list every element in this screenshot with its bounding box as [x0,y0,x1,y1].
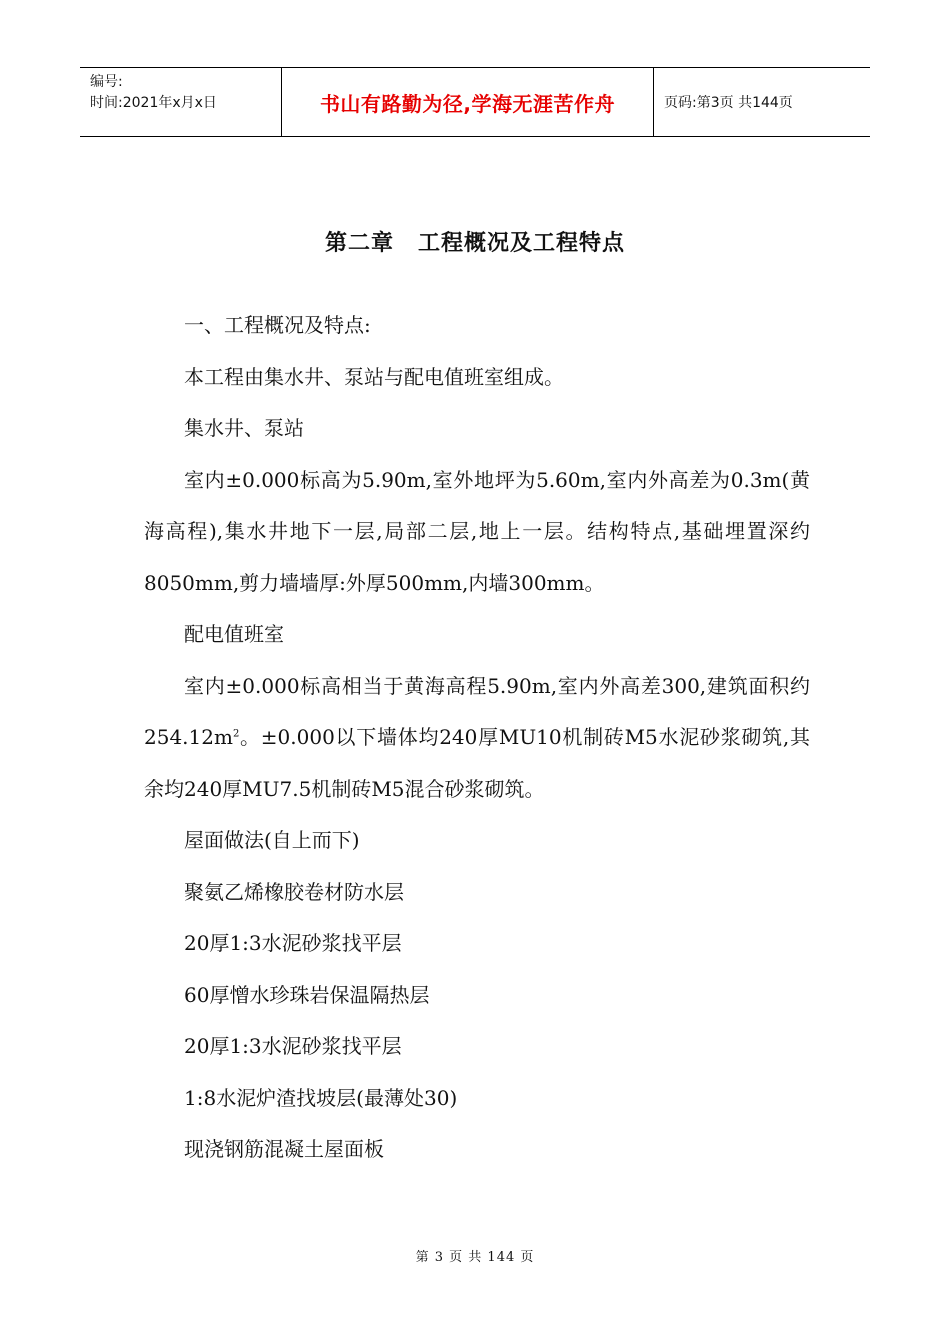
document-body [144,300,810,1176]
list-item: 聚氨乙烯橡胶卷材防水层 [184,879,404,904]
list-item: 20厚1:3水泥砂浆找平层 [184,1034,402,1058]
page-footer: 第 3 页 共 144 页 [415,1250,535,1265]
header-motto: 书山有路勤为径,学海无涯苦作舟 [282,68,654,136]
paragraph-part: 。±0.000以下墙体均240厚MU10机制砖M5水泥砂浆砌筑,其余均240厚MU7.5机制砖M5混合砂浆砌筑。 [144,725,810,801]
subheading: 屋面做法(自上而下) [184,828,360,852]
chapter-number: 第二章 [324,231,394,256]
list-item: 现浇钢筋混凝土屋面板 [184,1137,384,1161]
number-label: 编号: [90,74,123,90]
paragraph [144,661,810,816]
paragraph: 本工程由集水井、泵站与配电值班室组成。 [184,364,564,389]
superscript: 2 [232,728,240,740]
chapter-title: 工程概况及工程特点 [418,231,626,256]
chapter-heading [0,226,950,257]
subheading: 集水井、泵站 [184,416,304,440]
page-header [80,67,870,137]
list-item: 1:8水泥炉渣找坡层(最薄处30) [184,1085,458,1110]
paragraph-part: 室内±0.000标高相当于黄海高程5.90m,室内外高差300,建筑面积约254.12m [144,673,810,749]
list-item: 60厚憎水珍珠岩保温隔热层 [184,982,430,1007]
header-page-info: 页码:第3页 共144页 [664,95,793,111]
subheading: 配电值班室 [184,622,284,646]
paragraph: 室内±0.000标高为5.90m,室外地坪为5.60m,室内外高差为0.3m(黄海高程),集水井地下一层,局部二层,地上一层。结构特点,基础埋置深约8050mm,剪力墙墙厚:外厚500mm,内墙300mm。 [144,467,810,595]
section-heading: 一、工程概况及特点: [184,313,371,337]
time-label: 时间:2021年x月x日 [90,95,217,111]
list-item: 20厚1:3水泥砂浆找平层 [184,931,402,955]
header-meta [80,68,282,136]
